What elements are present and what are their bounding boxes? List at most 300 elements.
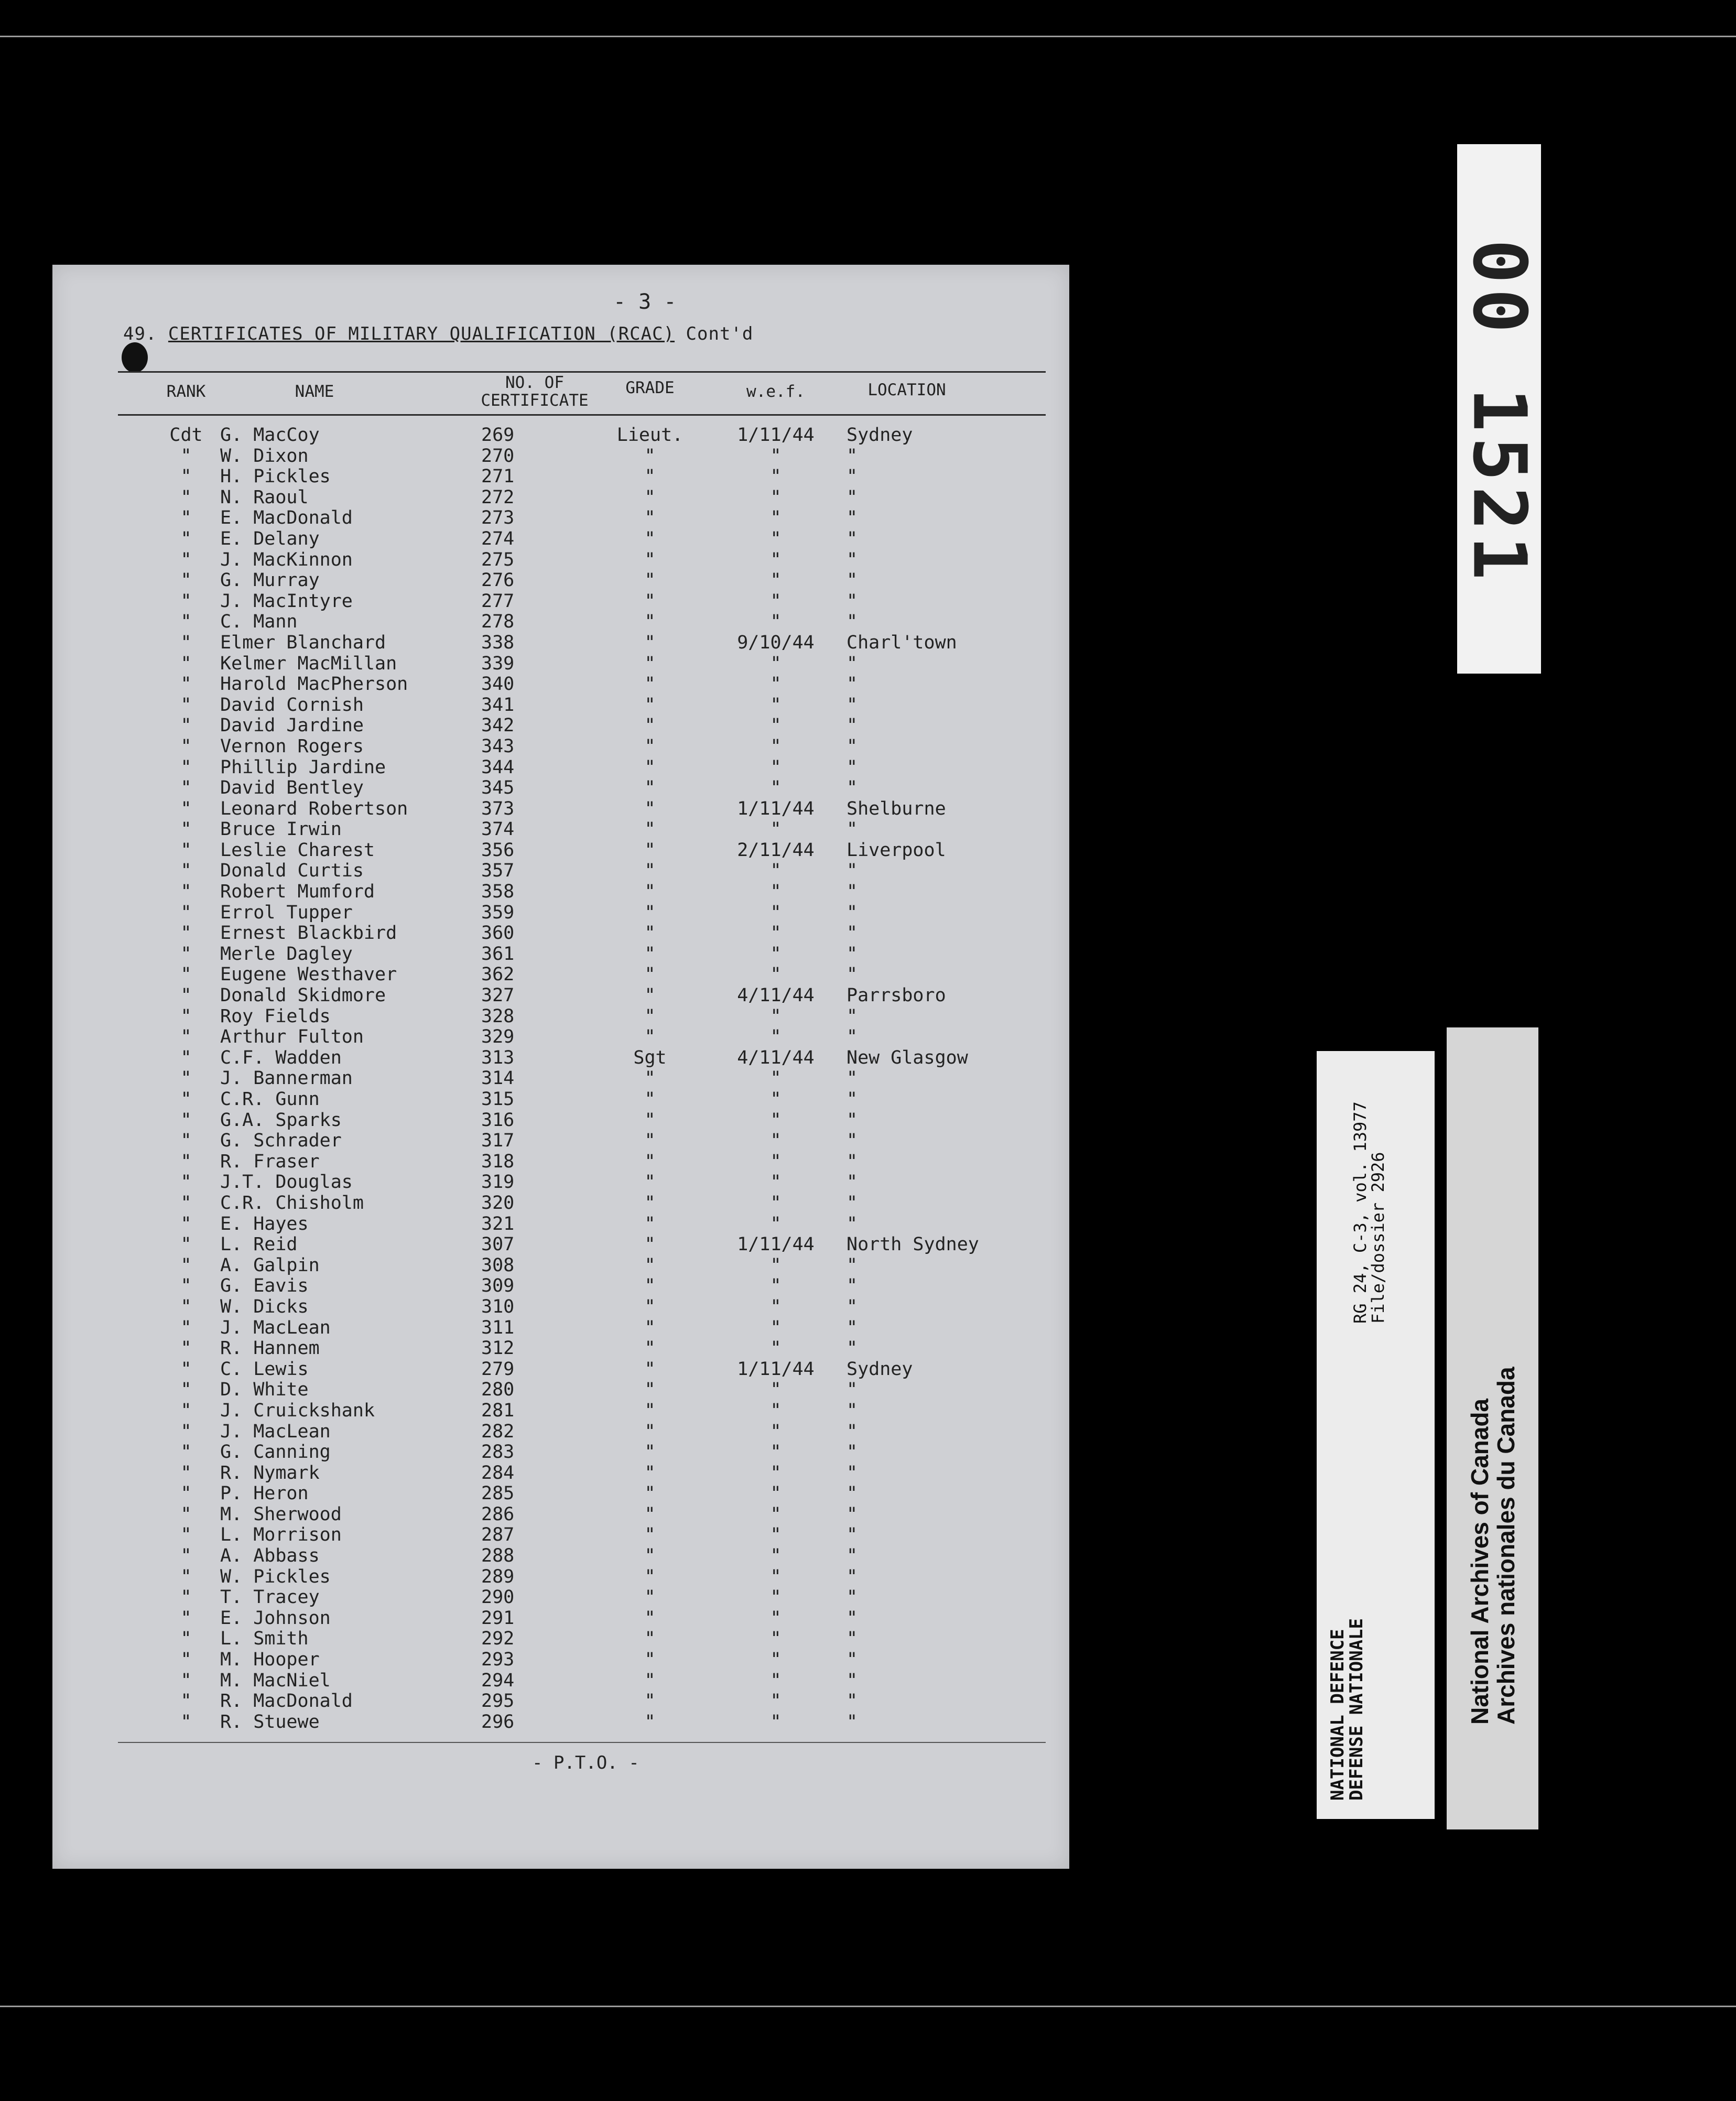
cert-number-cell: 279 xyxy=(481,1358,515,1380)
grade-cell: " xyxy=(644,653,656,674)
location-cell: " xyxy=(847,674,858,695)
grade-cell: " xyxy=(644,1130,656,1152)
col-location-header: LOCATION xyxy=(867,381,946,399)
location-cell: " xyxy=(847,943,858,965)
table-row xyxy=(52,695,1069,716)
wef-date-cell: " xyxy=(770,1691,782,1712)
name-cell: E. MacDonald xyxy=(220,507,353,529)
rank-cell: " xyxy=(180,1462,192,1483)
rank-cell: " xyxy=(180,1130,192,1152)
section-number: 49. xyxy=(123,323,157,344)
film-frame-bottom xyxy=(0,2006,1736,2007)
location-cell: " xyxy=(847,1026,858,1048)
location-cell: " xyxy=(847,1442,858,1463)
location-cell: " xyxy=(847,1151,858,1172)
wef-date-cell: " xyxy=(770,1649,782,1671)
name-cell: E. Johnson xyxy=(220,1607,331,1629)
name-cell: L. Reid xyxy=(220,1234,298,1255)
rank-cell: " xyxy=(180,1109,192,1131)
name-cell: G. Eavis xyxy=(220,1275,309,1297)
table-row xyxy=(52,611,1069,632)
table-row xyxy=(52,1608,1069,1629)
wef-date-cell: " xyxy=(770,549,782,570)
wef-date-cell: " xyxy=(770,1711,782,1732)
cert-number-cell: 286 xyxy=(481,1503,515,1525)
cert-number-cell: 282 xyxy=(481,1421,515,1442)
col-rank-header: RANK xyxy=(166,382,206,401)
rank-cell: " xyxy=(180,1607,192,1629)
cert-number-cell: 284 xyxy=(481,1462,515,1483)
cert-number-cell: 307 xyxy=(481,1234,515,1255)
grade-cell: " xyxy=(644,1524,656,1546)
location-cell: " xyxy=(847,1275,858,1297)
table-row xyxy=(52,736,1069,757)
grade-cell: " xyxy=(644,466,656,488)
cert-number-cell: 341 xyxy=(481,694,515,716)
location-cell: " xyxy=(847,1089,858,1110)
cert-number-cell: 309 xyxy=(481,1275,515,1297)
name-cell: H. Pickles xyxy=(220,466,331,488)
name-cell: C.R. Gunn xyxy=(220,1089,320,1110)
location-cell: " xyxy=(847,1587,858,1608)
grade-cell: " xyxy=(644,1628,656,1650)
location-cell: " xyxy=(847,507,858,529)
name-cell: Eugene Westhaver xyxy=(220,964,397,985)
cert-number-cell: 344 xyxy=(481,756,515,778)
wef-date-cell: 2/11/44 xyxy=(737,839,815,861)
rank-cell: " xyxy=(180,1524,192,1546)
table-row xyxy=(52,1463,1069,1483)
cert-number-cell: 272 xyxy=(481,486,515,508)
wef-date-cell: " xyxy=(770,611,782,633)
location-cell: New Glasgow xyxy=(847,1047,968,1068)
table-row xyxy=(52,1275,1069,1296)
table-row xyxy=(52,1296,1069,1317)
grade-cell: " xyxy=(644,1192,656,1214)
location-cell: " xyxy=(847,1172,858,1193)
cert-number-cell: 310 xyxy=(481,1296,515,1317)
table-row xyxy=(52,425,1069,446)
name-cell: L. Morrison xyxy=(220,1524,342,1546)
wef-date-cell: " xyxy=(770,1151,782,1172)
grade-cell: " xyxy=(644,528,656,549)
table-row xyxy=(52,1712,1069,1732)
table-row xyxy=(52,570,1069,591)
grade-cell: " xyxy=(644,507,656,529)
rank-cell: " xyxy=(180,1442,192,1463)
wef-date-cell: " xyxy=(770,1296,782,1317)
name-cell: J. MacLean xyxy=(220,1421,331,1442)
wef-date-cell: " xyxy=(770,1503,782,1525)
location-cell: Shelburne xyxy=(847,798,946,819)
location-cell: " xyxy=(847,694,858,716)
grade-cell: " xyxy=(644,1358,656,1380)
location-cell: " xyxy=(847,466,858,488)
grade-cell: " xyxy=(644,1089,656,1110)
location-cell: " xyxy=(847,715,858,737)
rank-cell: " xyxy=(180,1317,192,1338)
cert-number-cell: 292 xyxy=(481,1628,515,1650)
table-row xyxy=(52,1172,1069,1193)
name-cell: E. Hayes xyxy=(220,1213,309,1234)
cert-number-cell: 315 xyxy=(481,1089,515,1110)
location-cell: " xyxy=(847,486,858,508)
name-cell: David Cornish xyxy=(220,694,364,716)
archives-name-en: National Archives of Canada xyxy=(1466,1398,1493,1725)
table-row xyxy=(52,1151,1069,1172)
cert-number-cell: 357 xyxy=(481,860,515,882)
grade-cell: " xyxy=(644,1234,656,1255)
table-row xyxy=(52,1255,1069,1276)
table-row xyxy=(52,1193,1069,1214)
name-cell: J. Bannerman xyxy=(220,1068,353,1089)
grade-cell: " xyxy=(644,1421,656,1442)
cert-number-cell: 327 xyxy=(481,985,515,1006)
page-number: - 3 - xyxy=(613,290,677,314)
cert-number-cell: 276 xyxy=(481,570,515,591)
wef-date-cell: 9/10/44 xyxy=(737,632,815,653)
col-cert-header-line1: NO. OF xyxy=(505,373,564,392)
table-row xyxy=(52,944,1069,965)
cert-number-cell: 328 xyxy=(481,1005,515,1027)
wef-date-cell: " xyxy=(770,735,782,757)
rank-cell: " xyxy=(180,1089,192,1110)
grade-cell: " xyxy=(644,715,656,737)
grade-cell: " xyxy=(644,590,656,612)
location-cell: Parrsboro xyxy=(847,985,946,1006)
wef-date-cell: " xyxy=(770,1109,782,1131)
name-cell: M. Sherwood xyxy=(220,1503,342,1525)
location-cell: " xyxy=(847,1524,858,1546)
name-cell: C. Lewis xyxy=(220,1358,309,1380)
grade-cell: " xyxy=(644,1587,656,1608)
name-cell: Leonard Robertson xyxy=(220,798,408,819)
rank-cell: " xyxy=(180,1068,192,1089)
grade-cell: " xyxy=(644,486,656,508)
wef-date-cell: 1/11/44 xyxy=(737,1234,815,1255)
rank-cell: " xyxy=(180,881,192,903)
film-frame-top xyxy=(0,36,1736,37)
name-cell: Phillip Jardine xyxy=(220,756,386,778)
rank-cell: " xyxy=(180,735,192,757)
wef-date-cell: " xyxy=(770,674,782,695)
rank-cell: " xyxy=(180,1400,192,1421)
rank-cell: " xyxy=(180,486,192,508)
rank-cell: " xyxy=(180,694,192,716)
col-cert-header-line2: CERTIFICATE xyxy=(481,391,589,410)
grade-cell: " xyxy=(644,923,656,944)
grade-cell: " xyxy=(644,632,656,653)
grade-cell: " xyxy=(644,1151,656,1172)
name-cell: W. Dixon xyxy=(220,445,309,467)
grade-cell: " xyxy=(644,1109,656,1131)
table-row xyxy=(52,466,1069,487)
table-row xyxy=(52,964,1069,985)
rank-cell: " xyxy=(180,1213,192,1234)
wef-date-cell: " xyxy=(770,466,782,488)
name-cell: C.R. Chisholm xyxy=(220,1192,364,1214)
cert-number-cell: 277 xyxy=(481,590,515,612)
location-cell: " xyxy=(847,1711,858,1732)
grade-cell: " xyxy=(644,798,656,819)
wef-date-cell: " xyxy=(770,1524,782,1546)
grade-cell: " xyxy=(644,1607,656,1629)
name-cell: R. Hannem xyxy=(220,1338,320,1359)
grade-cell: " xyxy=(644,1317,656,1338)
rank-cell: " xyxy=(180,1047,192,1068)
grade-cell: " xyxy=(644,1254,656,1276)
location-cell: Liverpool xyxy=(847,839,946,861)
rank-cell: " xyxy=(180,466,192,488)
wef-date-cell: " xyxy=(770,528,782,549)
name-cell: M. Hooper xyxy=(220,1649,320,1671)
location-cell: " xyxy=(847,1317,858,1338)
wef-date-cell: " xyxy=(770,570,782,591)
cert-number-cell: 296 xyxy=(481,1711,515,1732)
location-cell: " xyxy=(847,1545,858,1567)
wef-date-cell: " xyxy=(770,1172,782,1193)
cert-number-cell: 293 xyxy=(481,1649,515,1671)
rank-cell: " xyxy=(180,819,192,840)
table-row xyxy=(52,507,1069,528)
cert-number-cell: 343 xyxy=(481,735,515,757)
table-row xyxy=(52,860,1069,881)
rank-cell: " xyxy=(180,1628,192,1650)
wef-date-cell: " xyxy=(770,923,782,944)
wef-date-cell: " xyxy=(770,1566,782,1587)
grade-cell: " xyxy=(644,902,656,923)
rank-cell: " xyxy=(180,902,192,923)
rank-cell: " xyxy=(180,1026,192,1048)
wef-date-cell: " xyxy=(770,1068,782,1089)
cert-number-cell: 320 xyxy=(481,1192,515,1214)
rank-cell: " xyxy=(180,860,192,882)
pto-footer: - P.T.O. - xyxy=(532,1752,639,1773)
location-cell: " xyxy=(847,1068,858,1089)
cert-number-cell: 270 xyxy=(481,445,515,467)
table-row xyxy=(52,487,1069,508)
name-cell: Robert Mumford xyxy=(220,881,375,903)
table-row xyxy=(52,1110,1069,1131)
cert-number-cell: 338 xyxy=(481,632,515,653)
location-cell: " xyxy=(847,570,858,591)
grade-cell: " xyxy=(644,839,656,861)
rank-cell: " xyxy=(180,611,192,633)
wef-date-cell: " xyxy=(770,1026,782,1048)
cert-number-cell: 374 xyxy=(481,819,515,840)
grade-cell: " xyxy=(644,674,656,695)
name-cell: David Bentley xyxy=(220,777,364,799)
location-cell: " xyxy=(847,1109,858,1131)
cert-number-cell: 312 xyxy=(481,1338,515,1359)
rank-cell: " xyxy=(180,1566,192,1587)
grade-cell: " xyxy=(644,1711,656,1732)
grade-cell: " xyxy=(644,860,656,882)
grade-cell: " xyxy=(644,1068,656,1089)
cert-number-cell: 317 xyxy=(481,1130,515,1152)
grade-cell: " xyxy=(644,1545,656,1567)
rank-cell: " xyxy=(180,1545,192,1567)
location-cell: " xyxy=(847,528,858,549)
table-row xyxy=(52,923,1069,944)
rank-cell: " xyxy=(180,756,192,778)
location-cell: " xyxy=(847,1400,858,1421)
table-row xyxy=(52,1566,1069,1587)
cert-number-cell: 273 xyxy=(481,507,515,529)
grade-cell: " xyxy=(644,1275,656,1297)
name-cell: Leslie Charest xyxy=(220,839,375,861)
name-cell: D. White xyxy=(220,1379,309,1401)
rank-cell: " xyxy=(180,1483,192,1504)
wef-date-cell: 1/11/44 xyxy=(737,1358,815,1380)
cert-number-cell: 291 xyxy=(481,1607,515,1629)
table-row xyxy=(52,1483,1069,1504)
record-reference xyxy=(1351,1101,1387,1324)
table-row xyxy=(52,1421,1069,1442)
name-cell: G. MacCoy xyxy=(220,425,320,446)
cert-number-cell: 360 xyxy=(481,923,515,944)
name-cell: Errol Tupper xyxy=(220,902,353,923)
section-heading xyxy=(123,323,753,344)
location-cell: " xyxy=(847,1566,858,1587)
wef-date-cell: " xyxy=(770,860,782,882)
location-cell: " xyxy=(847,1670,858,1691)
name-cell: Harold MacPherson xyxy=(220,674,408,695)
cert-number-cell: 373 xyxy=(481,798,515,819)
wef-date-cell: " xyxy=(770,756,782,778)
cert-number-cell: 314 xyxy=(481,1068,515,1089)
name-cell: J. Cruickshank xyxy=(220,1400,375,1421)
grade-cell: " xyxy=(644,735,656,757)
grade-cell: " xyxy=(644,1691,656,1712)
table-row xyxy=(52,528,1069,549)
wef-date-cell: " xyxy=(770,1379,782,1401)
location-cell: " xyxy=(847,1691,858,1712)
grade-cell: " xyxy=(644,1483,656,1504)
wef-date-cell: " xyxy=(770,486,782,508)
rank-cell: " xyxy=(180,1358,192,1380)
wef-date-cell: " xyxy=(770,819,782,840)
name-cell: M. MacNiel xyxy=(220,1670,331,1691)
rank-cell: " xyxy=(180,1670,192,1691)
table-row xyxy=(52,881,1069,902)
rank-cell: " xyxy=(180,1151,192,1172)
cert-number-cell: 308 xyxy=(481,1254,515,1276)
table-end-rule xyxy=(118,1742,1046,1743)
rank-cell: " xyxy=(180,1172,192,1193)
location-cell: " xyxy=(847,1005,858,1027)
cert-number-cell: 281 xyxy=(481,1400,515,1421)
rank-cell: " xyxy=(180,590,192,612)
location-cell: " xyxy=(847,1421,858,1442)
rank-cell: Cdt xyxy=(169,425,203,446)
cert-number-cell: 356 xyxy=(481,839,515,861)
wef-date-cell: " xyxy=(770,1607,782,1629)
rank-cell: " xyxy=(180,839,192,861)
rank-cell: " xyxy=(180,964,192,985)
name-cell: Donald Skidmore xyxy=(220,985,386,1006)
name-cell: G. Schrader xyxy=(220,1130,342,1152)
name-cell: E. Delany xyxy=(220,528,320,549)
section-title: CERTIFICATES OF MILITARY QUALIFICATION (RCAC) xyxy=(168,323,675,344)
table-row xyxy=(52,1130,1069,1151)
wef-date-cell: " xyxy=(770,1005,782,1027)
location-cell: " xyxy=(847,1607,858,1629)
wef-date-cell: " xyxy=(770,694,782,716)
rank-cell: " xyxy=(180,1649,192,1671)
name-cell: Bruce Irwin xyxy=(220,819,342,840)
location-cell: Charl'town xyxy=(847,632,957,653)
grade-cell: " xyxy=(644,549,656,570)
cert-number-cell: 278 xyxy=(481,611,515,633)
location-cell: " xyxy=(847,1213,858,1234)
grade-cell: " xyxy=(644,570,656,591)
cert-number-cell: 362 xyxy=(481,964,515,985)
location-cell: " xyxy=(847,549,858,570)
wef-date-cell: " xyxy=(770,1483,782,1504)
location-cell: " xyxy=(847,964,858,985)
name-cell: W. Pickles xyxy=(220,1566,331,1587)
location-cell: " xyxy=(847,1462,858,1483)
location-cell: " xyxy=(847,881,858,903)
grade-cell: " xyxy=(644,1296,656,1317)
rank-cell: " xyxy=(180,1379,192,1401)
wef-date-cell: " xyxy=(770,1545,782,1567)
table-row xyxy=(52,1089,1069,1110)
wef-date-cell: " xyxy=(770,715,782,737)
location-cell: " xyxy=(847,819,858,840)
location-cell: " xyxy=(847,1254,858,1276)
rank-cell: " xyxy=(180,1691,192,1712)
cert-number-cell: 274 xyxy=(481,528,515,549)
name-cell: A. Galpin xyxy=(220,1254,320,1276)
rank-cell: " xyxy=(180,1587,192,1608)
grade-cell: " xyxy=(644,777,656,799)
table-row xyxy=(52,1214,1069,1234)
location-cell: " xyxy=(847,445,858,467)
table-row xyxy=(52,1504,1069,1525)
wef-date-cell: " xyxy=(770,1275,782,1297)
rank-cell: " xyxy=(180,445,192,467)
rank-cell: " xyxy=(180,943,192,965)
wef-date-cell: " xyxy=(770,590,782,612)
name-cell: G.A. Sparks xyxy=(220,1109,342,1131)
location-cell: " xyxy=(847,735,858,757)
rank-cell: " xyxy=(180,674,192,695)
rank-cell: " xyxy=(180,1711,192,1732)
rank-cell: " xyxy=(180,1503,192,1525)
name-cell: J. MacIntyre xyxy=(220,590,353,612)
rank-cell: " xyxy=(180,1192,192,1214)
cert-number-cell: 294 xyxy=(481,1670,515,1691)
wef-date-cell: " xyxy=(770,902,782,923)
table-row xyxy=(52,1691,1069,1712)
name-cell: R. Fraser xyxy=(220,1151,320,1172)
name-cell: Vernon Rogers xyxy=(220,735,364,757)
certificate-table xyxy=(52,425,1069,1732)
cert-number-cell: 321 xyxy=(481,1213,515,1234)
wef-date-cell: " xyxy=(770,881,782,903)
location-cell: " xyxy=(847,653,858,674)
col-wef-header: w.e.f. xyxy=(746,382,805,401)
wef-date-cell: " xyxy=(770,445,782,467)
table-row xyxy=(52,1628,1069,1649)
location-cell: " xyxy=(847,902,858,923)
cert-number-cell: 269 xyxy=(481,425,515,446)
grade-cell: " xyxy=(644,611,656,633)
cert-number-cell: 289 xyxy=(481,1566,515,1587)
archives-name xyxy=(1467,1367,1519,1725)
